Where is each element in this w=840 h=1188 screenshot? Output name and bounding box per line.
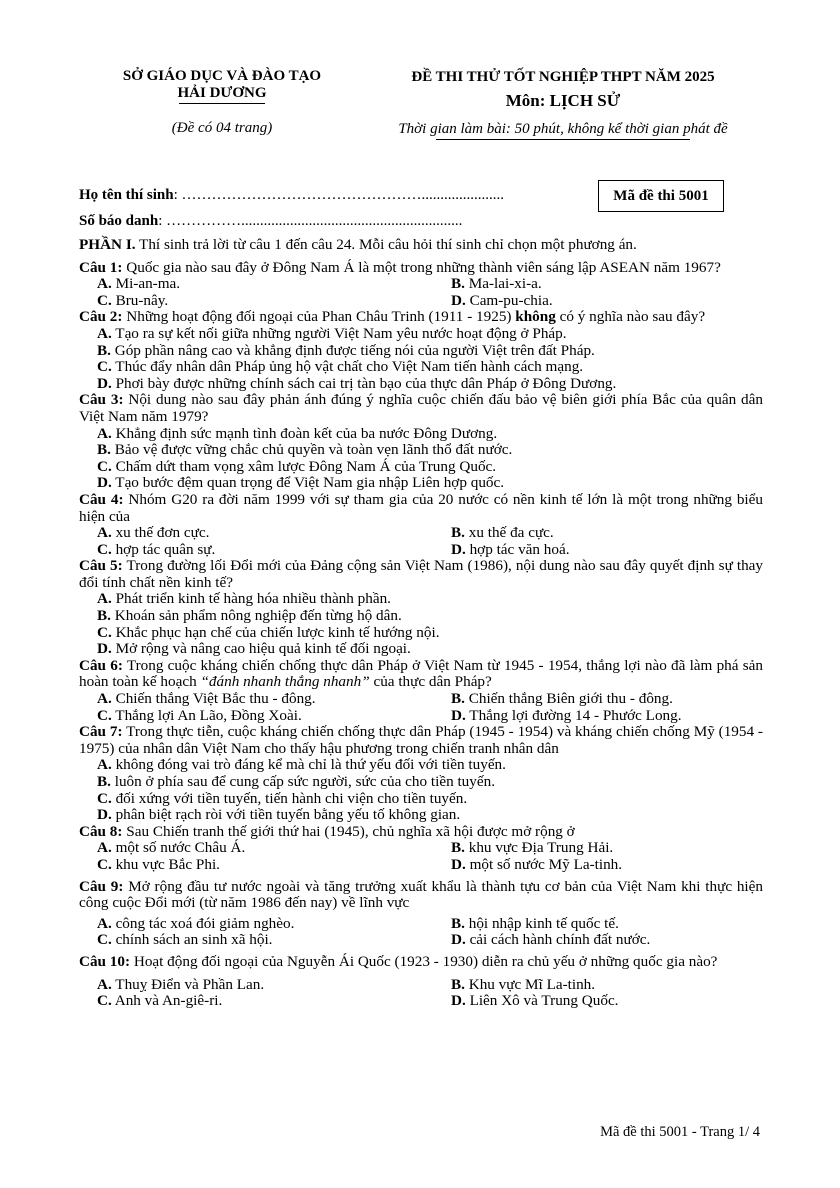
option-a[interactable]: A. Tạo ra sự kết nối giữa những người Việt Nam yêu nước hoạt động ở Pháp. <box>97 324 567 342</box>
question-4 <box>79 492 763 558</box>
department-line1: SỞ GIÁO DỤC VÀ ĐÀO TẠO <box>122 68 322 84</box>
option-d[interactable]: D. một số nước Mỹ La-tinh. <box>451 855 623 873</box>
department-line2: HẢI DƯƠNG <box>177 85 267 101</box>
option-a[interactable]: A. không đóng vai trò đáng kể mà chỉ là thứ yếu đối với tiền tuyến. <box>97 756 506 774</box>
question-label: Câu 3: <box>79 391 124 409</box>
options <box>79 977 763 1010</box>
option-c[interactable]: C. Thúc đẩy nhân dân Pháp ủng hộ vật chất cho Việt Nam tiến hành cách mạng. <box>97 358 584 376</box>
option-b[interactable]: B. luôn ở phía sau để cung cấp sức người, sức của cho tiền tuyến. <box>97 773 496 790</box>
candidate-id-line <box>79 212 462 230</box>
question-label: Câu 8: <box>79 822 123 840</box>
options <box>79 591 763 657</box>
option-d[interactable]: D. hợp tác văn hoá. <box>451 540 570 558</box>
question-10 <box>79 954 763 1010</box>
question-stem: Câu 8: Sau Chiến tranh thế giới thứ hai (1945), chủ nghĩa xã hội được mở rộng ở <box>79 822 575 840</box>
option-c[interactable]: C. Chấm dứt tham vọng xâm lược Đông Nam Á của Trung Quốc. <box>97 457 497 475</box>
question-1 <box>79 260 763 310</box>
part-instruction <box>79 237 763 254</box>
option-b[interactable]: B. Chiến thắng Biên giới thu - đông. <box>451 690 673 708</box>
option-a[interactable]: A. Khẳng định sức mạnh tình đoàn kết của ba nước Đông Dương. <box>97 424 498 442</box>
question-label: Câu 1: <box>79 258 123 276</box>
question-stem: Câu 9: Mở rộng đầu tư nước ngoài và tăng trưởng xuất khẩu là thành tựu cơ bản của Việt Nam khi thực hiện công cuộc Đổi mới (từ năm 1986 đến nay) về lĩnh vực <box>79 877 763 912</box>
part-text: Thí sinh trả lời từ câu 1 đến câu 24. Mỗi câu hỏi thí sinh chỉ chọn một phương án. <box>135 236 637 253</box>
options <box>79 691 763 724</box>
exam-code-box: Mã đề thi 5001 <box>598 180 724 212</box>
candidate-id-dots: : ……………........................................................... <box>158 213 463 229</box>
page-footer: Mã đề thi 5001 - Trang 1/ 4 <box>600 1124 760 1140</box>
question-stem: Câu 5: Trong đường lối Đổi mới của Đảng cộng sản Việt Nam (1986), nội dung nào sau đây quyết định sự thay đổi tính chất nền kinh tế? <box>79 557 763 591</box>
header-right-underline <box>436 139 690 140</box>
options <box>79 426 763 492</box>
candidate-name-dots: : …………………………………………...................... <box>173 187 505 203</box>
option-a[interactable]: A. xu thế đơn cực. <box>97 524 210 542</box>
question-stem: Câu 7: Trong thực tiễn, cuộc kháng chiến chống thực dân Pháp (1945 - 1954) và kháng chiến chống Mỹ (1954 - 1975) của nhân dân Việt Nam cho thấy hậu phương trong chiến tranh nhân dân <box>79 723 763 757</box>
candidate-id-label: Số báo danh <box>79 213 159 229</box>
option-c[interactable]: C. khu vực Bắc Phi. <box>97 855 220 873</box>
option-c[interactable]: C. Anh và An-giê-ri. <box>97 992 223 1010</box>
question-stem: Câu 2: Những hoạt động đối ngoại của Phan Châu Trinh (1911 - 1925) không có ý nghĩa nào sau đây? <box>79 308 706 326</box>
question-label: Câu 4: <box>79 490 124 508</box>
option-a[interactable]: A. một số nước Châu Á. <box>97 839 246 857</box>
option-c[interactable]: C. Thắng lợi An Lão, Đồng Xoài. <box>97 706 302 724</box>
option-b[interactable]: B. Ma-lai-xi-a. <box>451 275 542 293</box>
question-label: Câu 5: <box>79 557 123 575</box>
exam-content <box>79 237 763 1010</box>
option-b[interactable]: B. khu vực Địa Trung Hải. <box>451 839 614 857</box>
question-6 <box>79 658 763 724</box>
question-stem: Câu 6: Trong cuộc kháng chiến chống thực dân Pháp ở Việt Nam từ 1945 - 1954, thắng lợi nào đã làm phá sản hoàn toàn kế hoạch “đánh nhanh thắng nhanh” của thực dân Pháp? <box>79 656 763 691</box>
options <box>79 757 763 823</box>
option-a[interactable]: A. Mi-an-ma. <box>97 275 181 293</box>
pages-note: (Đề có 04 trang) <box>171 120 273 136</box>
option-d[interactable]: D. Liên Xô và Trung Quốc. <box>451 992 619 1010</box>
emphasis-not: không <box>515 308 556 326</box>
question-label: Câu 6: <box>79 656 123 674</box>
question-stem <box>79 260 763 277</box>
options <box>79 525 763 558</box>
question-label: Câu 7: <box>79 723 123 741</box>
option-c[interactable]: C. Bru-nây. <box>97 291 169 309</box>
options <box>79 916 763 949</box>
time-note: Thời gian làm bài: 50 phút, không kể thời gian phát đề <box>398 121 728 137</box>
header-right <box>378 68 748 140</box>
question-stem: Câu 4: Nhóm G20 ra đời năm 1999 với sự tham gia của 20 nước có nền kinh tế lớn là một trong những biểu hiện của <box>79 490 763 525</box>
options <box>79 276 763 309</box>
header-left-underline <box>179 103 265 104</box>
option-d[interactable]: D. Phơi bày được những chính sách cai trị tàn bạo của thực dân Pháp ở Đông Dương. <box>97 374 617 392</box>
question-label: Câu 2: <box>79 308 123 326</box>
option-b[interactable]: B. Bảo vệ được vững chắc chủ quyền và toàn vẹn lãnh thổ đất nước. <box>97 441 513 459</box>
question-3 <box>79 392 763 492</box>
question-9 <box>79 879 763 949</box>
question-text: Quốc gia nào sau đây ở Đông Nam Á là một trong những thành viên sáng lập ASEAN năm 1967? <box>122 258 721 276</box>
question-8 <box>79 824 763 874</box>
options <box>79 840 763 873</box>
options <box>79 326 763 392</box>
option-d[interactable]: D. Mở rộng và nâng cao hiệu quả kinh tế đối ngoại. <box>97 640 411 658</box>
candidate-name-label: Họ tên thí sinh <box>79 187 174 203</box>
question-label: Câu 10: <box>79 952 131 970</box>
option-d[interactable]: D. phân biệt rạch ròi với tiền tuyến bằng yếu tố không gian. <box>97 806 461 824</box>
option-a[interactable]: A. Phát triển kinh tế hàng hóa nhiều thành phần. <box>97 590 391 608</box>
option-a[interactable]: A. công tác xoá đói giảm nghèo. <box>97 914 295 932</box>
question-stem: Câu 10: Hoạt động đối ngoại của Nguyễn Ái Quốc (1923 - 1930) diễn ra chủ yếu ở những quốc gia nào? <box>79 952 718 970</box>
option-c[interactable]: C. hợp tác quân sự. <box>97 540 216 558</box>
option-d[interactable]: D. Tạo bước đệm quan trọng để Việt Nam gia nhập Liên hợp quốc. <box>97 474 505 492</box>
header-left <box>92 68 352 137</box>
option-b[interactable]: B. Khu vực Mĩ La-tinh. <box>451 975 596 993</box>
option-d[interactable]: D. Thắng lợi đường 14 - Phước Long. <box>451 706 682 724</box>
option-c[interactable]: C. Khắc phục hạn chế của chiến lược kinh tế hướng nội. <box>97 623 440 641</box>
question-stem: Câu 3: Nội dung nào sau đây phản ánh đúng ý nghĩa cuộc chiến đấu bảo vệ biên giới phía Bắc của quân dân Việt Nam năm 1979? <box>79 391 763 425</box>
option-d[interactable]: D. cải cách hành chính đất nước. <box>451 931 651 949</box>
option-b[interactable]: B. Góp phần nâng cao và khẳng định được tiếng nói của người Việt trên đất Pháp. <box>97 341 595 359</box>
question-label: Câu 9: <box>79 877 124 895</box>
question-7 <box>79 724 763 824</box>
part-title: PHẦN I. <box>79 236 136 253</box>
question-5 <box>79 558 763 658</box>
quoted-plan: “đánh nhanh thắng nhanh” <box>200 673 370 691</box>
subject: Môn: LỊCH SỬ <box>505 91 621 110</box>
exam-title: ĐỀ THI THỬ TỐT NGHIỆP THPT NĂM 2025 <box>411 69 715 85</box>
option-d[interactable]: D. Cam-pu-chia. <box>451 291 553 309</box>
option-b[interactable]: B. Khoán sản phẩm nông nghiệp đến từng hộ dân. <box>97 607 402 625</box>
option-c[interactable]: C. đối xứng với tiền tuyến, tiến hành chi viện cho tiền tuyến. <box>97 789 468 807</box>
option-b[interactable]: B. xu thế đa cực. <box>451 524 554 542</box>
option-a[interactable]: A. Chiến thắng Việt Bắc thu - đông. <box>97 690 316 708</box>
option-a[interactable]: A. Thuỵ Điển và Phần Lan. <box>97 975 265 993</box>
question-2 <box>79 309 763 392</box>
candidate-name-line <box>79 186 504 204</box>
option-c[interactable]: C. chính sách an sinh xã hội. <box>97 931 273 949</box>
option-b[interactable]: B. hội nhập kinh tế quốc tế. <box>451 914 619 932</box>
